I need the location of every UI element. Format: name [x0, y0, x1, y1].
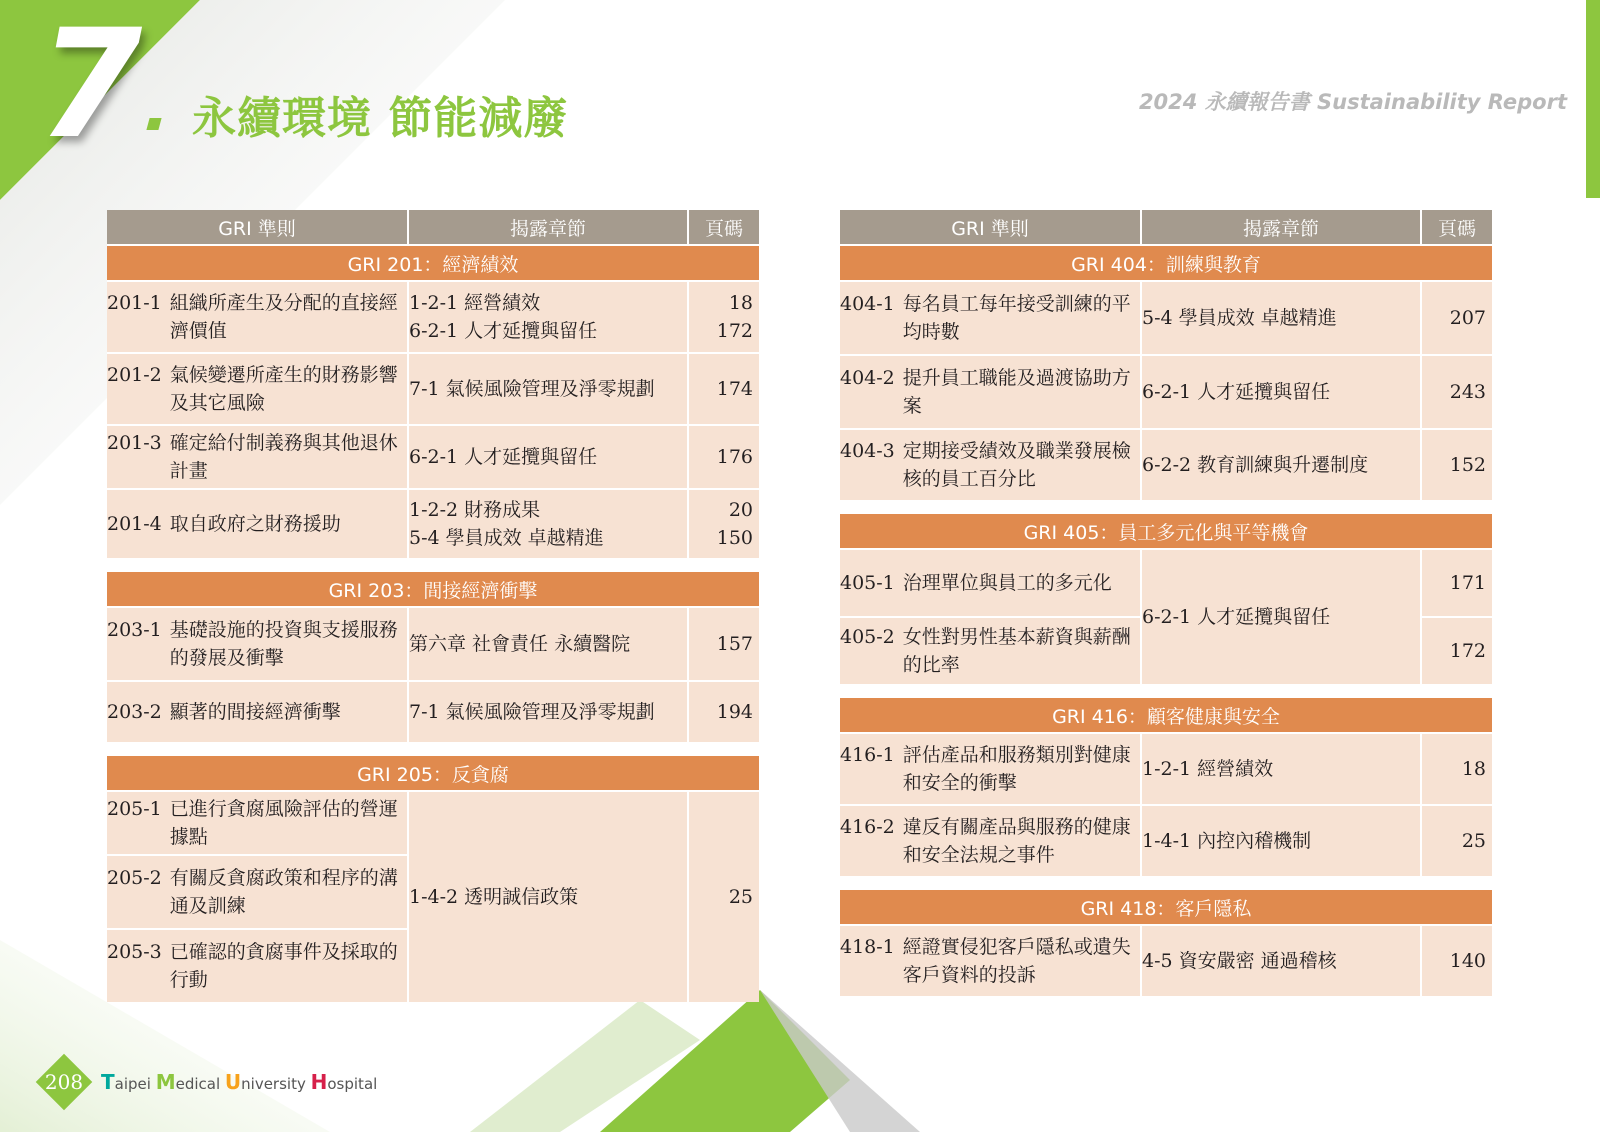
hospital-word: aipei — [114, 1075, 156, 1093]
standard-desc: 取自政府之財務援助 — [169, 513, 341, 535]
page-ref: 157 — [689, 606, 759, 680]
table-row — [840, 354, 1492, 428]
table-row — [840, 924, 1492, 996]
gri-index-table-right — [840, 210, 1492, 996]
standard-code: 416-1 — [840, 744, 895, 766]
chapter-number: 7 — [38, 0, 143, 172]
header-standard: GRI 準則 — [840, 210, 1142, 244]
page-ref: 20 — [728, 499, 753, 521]
standard-desc: 基礎設施的投資與支援服務的發展及衝擊 — [169, 619, 398, 669]
page-ref: 25 — [1422, 804, 1492, 876]
table-row — [840, 548, 1492, 616]
standard-code: 405-2 — [840, 626, 895, 648]
standard-code: 203-2 — [107, 701, 162, 723]
category-gri404: GRI 404：訓練與教育 — [840, 244, 1492, 280]
table-row — [840, 428, 1492, 500]
table-row — [107, 488, 759, 558]
table-row — [107, 680, 759, 742]
table-header-row — [840, 210, 1492, 244]
category-gri416: GRI 416：顧客健康與安全 — [840, 696, 1492, 732]
standard-code: 205-3 — [107, 941, 162, 963]
category-gri203: GRI 203：間接經濟衝擊 — [107, 570, 759, 606]
standard-desc: 違反有關產品與服務的健康和安全法規之事件 — [902, 816, 1131, 866]
standard-desc: 提升員工職能及過渡協助方案 — [902, 367, 1131, 417]
category-gri405: GRI 405：員工多元化與平等機會 — [840, 512, 1492, 548]
section-ref: 第六章 社會責任 永續醫院 — [409, 606, 689, 680]
standard-desc: 定期接受績效及職業發展檢核的員工百分比 — [902, 440, 1131, 490]
table-row — [107, 352, 759, 424]
page-ref: 152 — [1422, 428, 1492, 500]
standard-code: 201-4 — [107, 513, 162, 535]
section-ref: 6-2-1 人才延攬與留任 — [1142, 354, 1422, 428]
hospital-letter-u: U — [224, 1070, 242, 1094]
standard-code: 405-1 — [840, 572, 895, 594]
hospital-word: edical — [175, 1075, 225, 1093]
page-ref: 172 — [716, 320, 753, 342]
category-gri418: GRI 418：客戶隱私 — [840, 888, 1492, 924]
table-row — [840, 280, 1492, 354]
standard-code: 416-2 — [840, 816, 895, 838]
hospital-word: niversity — [241, 1075, 311, 1093]
standard-desc: 女性對男性基本薪資與薪酬的比率 — [902, 626, 1131, 676]
section-ref: 1-4-1 內控內稽機制 — [1142, 804, 1422, 876]
standard-code: 418-1 — [840, 936, 895, 958]
page-ref: 25 — [689, 790, 759, 1002]
section-ref: 6-2-1 人才延攬與留任 — [409, 320, 598, 342]
page-ref: 243 — [1422, 354, 1492, 428]
header-section: 揭露章節 — [409, 210, 689, 244]
hospital-letter-h: H — [310, 1070, 328, 1094]
standard-desc: 每名員工每年接受訓練的平均時數 — [902, 293, 1131, 343]
page-ref: 174 — [689, 352, 759, 424]
table-row — [840, 804, 1492, 876]
page-ref: 176 — [689, 424, 759, 488]
table-row — [840, 732, 1492, 804]
section-ref: 6-2-2 教育訓練與升遷制度 — [1142, 428, 1422, 500]
page-number: 208 — [44, 1070, 84, 1094]
standard-desc: 已確認的貪腐事件及採取的行動 — [169, 941, 398, 991]
standard-code: 203-1 — [107, 619, 162, 641]
standard-desc: 評估產品和服務類別對健康和安全的衝擊 — [902, 744, 1131, 794]
section-ref: 4-5 資安嚴密 通過稽核 — [1142, 924, 1422, 996]
section-ref: 7-1 氣候風險管理及淨零規劃 — [409, 352, 689, 424]
report-title: 2024 永續報告書 Sustainability Report — [1138, 90, 1567, 114]
hospital-letter-t: T — [101, 1070, 115, 1094]
standard-code: 201-2 — [107, 364, 162, 386]
header-page: 頁碼 — [689, 210, 759, 244]
standard-code: 404-2 — [840, 367, 895, 389]
page-ref: 194 — [689, 680, 759, 742]
standard-desc: 有關反貪腐政策和程序的溝通及訓練 — [169, 867, 398, 917]
standard-desc: 顯著的間接經濟衝擊 — [169, 701, 341, 723]
page-ref: 18 — [1422, 732, 1492, 804]
section-ref: 5-4 學員成效 卓越精進 — [1142, 280, 1422, 354]
standard-code: 404-1 — [840, 293, 895, 315]
standard-desc: 確定給付制義務與其他退休計畫 — [169, 432, 398, 482]
standard-code: 404-3 — [840, 440, 895, 462]
table-row — [107, 280, 759, 352]
section-ref: 6-2-1 人才延攬與留任 — [1142, 548, 1422, 684]
section-ref: 5-4 學員成效 卓越精進 — [409, 527, 604, 549]
gri-index-table-left — [107, 210, 759, 1002]
header-section: 揭露章節 — [1142, 210, 1422, 244]
section-ref: 6-2-1 人才延攬與留任 — [409, 424, 689, 488]
standard-desc: 經證實侵犯客戶隱私或遺失客戶資料的投訴 — [902, 936, 1131, 986]
standard-code: 201-3 — [107, 432, 162, 454]
category-gri205: GRI 205：反貪腐 — [107, 754, 759, 790]
table-header-row — [107, 210, 759, 244]
section-ref: 1-2-2 財務成果 — [409, 499, 541, 521]
standard-desc: 已進行貪腐風險評估的營運據點 — [169, 798, 398, 848]
standard-desc: 氣候變遷所產生的財務影響及其它風險 — [169, 364, 398, 414]
standard-code: 205-2 — [107, 867, 162, 889]
page-ref: 171 — [1422, 548, 1492, 616]
hospital-name — [101, 1070, 377, 1094]
page-ref: 207 — [1422, 280, 1492, 354]
header-page: 頁碼 — [1422, 210, 1492, 244]
hospital-letter-m: M — [155, 1070, 176, 1094]
category-gri201: GRI 201：經濟績效 — [107, 244, 759, 280]
page-ref: 172 — [1422, 616, 1492, 684]
standard-desc: 組織所產生及分配的直接經濟價值 — [169, 292, 398, 342]
standard-desc: 治理單位與員工的多元化 — [902, 572, 1112, 594]
page-ref: 18 — [728, 292, 753, 314]
section-ref: 1-2-1 經營績效 — [1142, 732, 1422, 804]
table-row — [107, 790, 759, 854]
standard-code: 205-1 — [107, 798, 162, 820]
table-row — [107, 424, 759, 488]
page-ref: 150 — [716, 527, 753, 549]
section-ref: 7-1 氣候風險管理及淨零規劃 — [409, 680, 689, 742]
chapter-title: 永續環境 節能減廢 — [192, 93, 569, 144]
standard-code: 201-1 — [107, 292, 162, 314]
section-ref: 1-2-1 經營績效 — [409, 292, 541, 314]
page-ref: 140 — [1422, 924, 1492, 996]
section-ref: 1-4-2 透明誠信政策 — [409, 790, 689, 1002]
table-row — [107, 606, 759, 680]
edge-accent-bar — [1586, 0, 1600, 198]
header-standard: GRI 準則 — [107, 210, 409, 244]
hospital-word: ospital — [327, 1075, 378, 1093]
